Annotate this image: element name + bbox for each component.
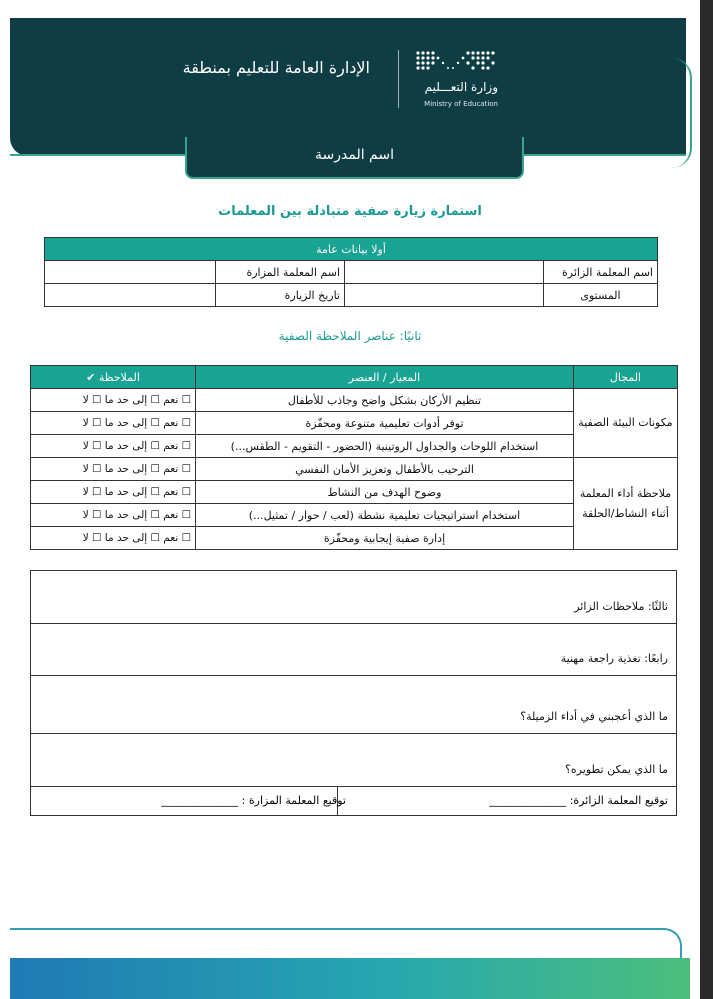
tab-line-left [10,154,185,156]
criterion: استخدام استراتيجيات تعليمية نشطة (لعب / حوار / تمثيل...) [196,504,574,527]
observation-title: ثانيًا: عناصر الملاحظة الصفية [278,329,422,343]
host-value[interactable] [45,261,216,284]
level-value[interactable] [345,284,544,307]
feedback-label: رابعًا: تغذية راجعة مهنية [560,652,668,665]
note-options[interactable]: ☐ نعم ☐ إلى حد ما ☐ لا [31,458,196,481]
criterion: وضوح الهدف من النشاط [196,481,574,504]
viewer-edge [700,0,713,999]
col-area: المجال [574,366,678,389]
date-value[interactable] [45,284,216,307]
visitor-label: اسم المعلمة الزائرة [544,261,658,284]
liked-label: ما الذي أعجبني في أداء الزميلة؟ [520,710,668,723]
visitor-notes-box[interactable] [30,570,677,624]
col-note: الملاحظة ✔ [31,366,196,389]
note-options[interactable]: ☐ نعم ☐ إلى حد ما ☐ لا [31,504,196,527]
criterion: استخدام اللوحات والجداول الروتينية (الحضور - التقويم - الطقس...) [196,435,574,458]
header-band [10,18,686,156]
signature-row [30,786,677,816]
ministry-name-ar: وزارة التعـــليم [424,80,498,94]
area-classroom-environment: مكونات البيئة الصفية [574,389,678,458]
note-options[interactable]: ☐ نعم ☐ إلى حد ما ☐ لا [31,435,196,458]
region-title: الإدارة العامة للتعليم بمنطقة [182,58,370,77]
host-label: اسم المعلمة المزارة [216,261,345,284]
visitor-notes-label: ثالثًا: ملاحظات الزائر [574,600,668,613]
area-teacher-performance: ملاحظة أداء المعلمة أثناء النشاط/الحلقة [574,458,678,550]
criterion: إدارة صفية إيجابية ومحفّزة [196,527,574,550]
footer-line [10,928,682,960]
form-title: استمارة زيارة صفية متبادلة بين المعلمات [218,204,482,219]
ministry-logo-icon [412,50,496,72]
tab-line-right [520,154,686,156]
criterion: الترحيب بالأطفال وتعزيز الأمان النفسي [196,458,574,481]
note-options[interactable]: ☐ نعم ☐ إلى حد ما ☐ لا [31,389,196,412]
general-info-heading: أولا بيانات عامة [45,238,658,261]
improve-box[interactable] [30,733,677,787]
note-options[interactable]: ☐ نعم ☐ إلى حد ما ☐ لا [31,481,196,504]
general-info-table [44,237,658,307]
visitor-signature[interactable]: توقيع المعلمة الزائرة: ______________ [489,794,668,807]
feedback-box[interactable] [30,623,677,676]
note-options[interactable]: ☐ نعم ☐ إلى حد ما ☐ لا [31,412,196,435]
ministry-name-en: Ministry of Education [424,100,498,108]
school-name: اسم المدرسة [315,147,394,163]
date-label: تاريخ الزيارة [216,284,345,307]
host-signature[interactable]: توقيع المعلمة المزارة : ______________ [161,794,346,807]
criterion: تنظيم الأركان بشكل واضح وجاذب للأطفال [196,389,574,412]
school-name-tab [185,137,524,179]
table-row [31,458,678,481]
col-criterion: المعيار / العنصر [196,366,574,389]
logo-divider [398,50,399,108]
liked-box[interactable] [30,675,677,734]
footer-band [10,958,690,999]
note-options[interactable]: ☐ نعم ☐ إلى حد ما ☐ لا [31,527,196,550]
table-row [31,389,678,412]
observation-table [30,365,678,550]
level-label: المستوى [544,284,658,307]
criterion: توفر أدوات تعليمية متنوعة ومحفّزة [196,412,574,435]
improve-label: ما الذي يمكن تطويره؟ [565,763,668,776]
visitor-value[interactable] [345,261,544,284]
